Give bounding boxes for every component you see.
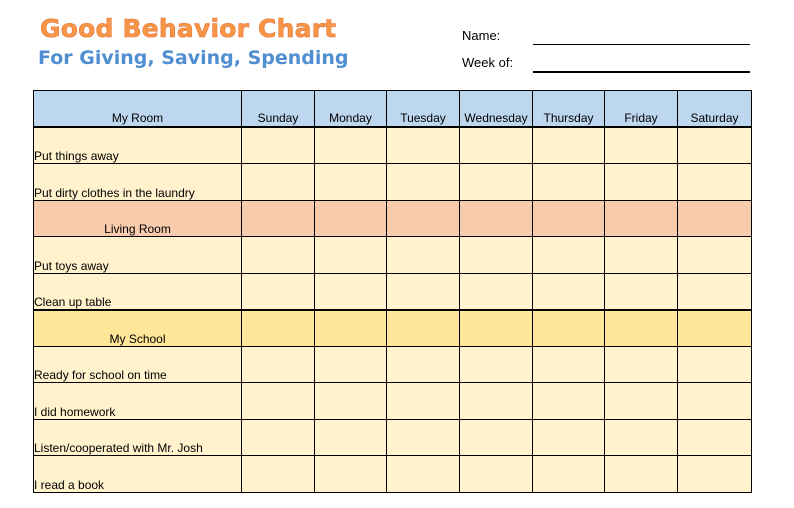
chart-title: Good Behavior Chart bbox=[40, 14, 337, 43]
day-check-cell[interactable] bbox=[315, 237, 387, 274]
day-check-cell[interactable] bbox=[315, 164, 387, 201]
section-day-cell bbox=[460, 310, 533, 347]
section-day-cell bbox=[387, 200, 460, 237]
table-row bbox=[34, 346, 752, 383]
week-of-field[interactable] bbox=[533, 71, 750, 73]
column-header-thursday: Thursday bbox=[533, 91, 605, 128]
day-check-cell[interactable] bbox=[387, 346, 460, 383]
day-check-cell[interactable] bbox=[605, 237, 678, 274]
column-header-sunday: Sunday bbox=[242, 91, 315, 128]
chart-subtitle: For Giving, Saving, Spending bbox=[38, 47, 349, 69]
column-header-tuesday: Tuesday bbox=[387, 91, 460, 128]
day-check-cell[interactable] bbox=[605, 127, 678, 164]
section-day-cell bbox=[678, 310, 752, 347]
day-check-cell[interactable] bbox=[387, 164, 460, 201]
task-label: I did homework bbox=[34, 383, 242, 420]
day-check-cell[interactable] bbox=[678, 273, 752, 310]
section-day-cell bbox=[460, 200, 533, 237]
section-day-cell bbox=[605, 200, 678, 237]
day-check-cell[interactable] bbox=[242, 346, 315, 383]
day-check-cell[interactable] bbox=[242, 164, 315, 201]
day-check-cell[interactable] bbox=[678, 237, 752, 274]
section-row bbox=[34, 200, 752, 237]
section-day-cell bbox=[315, 200, 387, 237]
day-check-cell[interactable] bbox=[387, 237, 460, 274]
day-check-cell[interactable] bbox=[533, 273, 605, 310]
section-day-cell bbox=[605, 310, 678, 347]
day-check-cell[interactable] bbox=[605, 383, 678, 420]
section-label: My School bbox=[34, 310, 242, 347]
day-check-cell[interactable] bbox=[315, 273, 387, 310]
day-check-cell[interactable] bbox=[387, 273, 460, 310]
day-check-cell[interactable] bbox=[242, 237, 315, 274]
day-check-cell[interactable] bbox=[678, 456, 752, 493]
day-check-cell[interactable] bbox=[533, 346, 605, 383]
section-label: Living Room bbox=[34, 200, 242, 237]
task-label: Put toys away bbox=[34, 237, 242, 274]
table-row bbox=[34, 164, 752, 201]
table-row bbox=[34, 127, 752, 164]
task-label: Clean up table bbox=[34, 273, 242, 310]
day-check-cell[interactable] bbox=[242, 273, 315, 310]
table-row bbox=[34, 237, 752, 274]
day-check-cell[interactable] bbox=[605, 164, 678, 201]
table-header-row bbox=[34, 91, 752, 128]
day-check-cell[interactable] bbox=[678, 383, 752, 420]
day-check-cell[interactable] bbox=[460, 456, 533, 493]
table-row bbox=[34, 273, 752, 310]
section-day-cell bbox=[533, 310, 605, 347]
name-field[interactable] bbox=[533, 44, 750, 45]
day-check-cell[interactable] bbox=[533, 237, 605, 274]
day-check-cell[interactable] bbox=[678, 419, 752, 456]
section-day-cell bbox=[242, 310, 315, 347]
day-check-cell[interactable] bbox=[605, 456, 678, 493]
day-check-cell[interactable] bbox=[605, 346, 678, 383]
task-label: Put dirty clothes in the laundry bbox=[34, 164, 242, 201]
column-header-friday: Friday bbox=[605, 91, 678, 128]
table-row bbox=[34, 419, 752, 456]
day-check-cell[interactable] bbox=[387, 127, 460, 164]
task-label: Ready for school on time bbox=[34, 346, 242, 383]
day-check-cell[interactable] bbox=[678, 164, 752, 201]
section-day-cell bbox=[387, 310, 460, 347]
day-check-cell[interactable] bbox=[678, 127, 752, 164]
task-label: I read a book bbox=[34, 456, 242, 493]
day-check-cell[interactable] bbox=[387, 456, 460, 493]
section-day-cell bbox=[242, 200, 315, 237]
day-check-cell[interactable] bbox=[315, 456, 387, 493]
day-check-cell[interactable] bbox=[387, 419, 460, 456]
day-check-cell[interactable] bbox=[460, 127, 533, 164]
day-check-cell[interactable] bbox=[242, 127, 315, 164]
day-check-cell[interactable] bbox=[315, 127, 387, 164]
column-header-my-room: My Room bbox=[34, 91, 242, 128]
section-day-cell bbox=[678, 200, 752, 237]
behavior-table bbox=[33, 90, 752, 493]
day-check-cell[interactable] bbox=[533, 456, 605, 493]
section-day-cell bbox=[315, 310, 387, 347]
day-check-cell[interactable] bbox=[315, 419, 387, 456]
table-row bbox=[34, 383, 752, 420]
section-row bbox=[34, 310, 752, 347]
day-check-cell[interactable] bbox=[242, 383, 315, 420]
column-header-wednesday: Wednesday bbox=[460, 91, 533, 128]
day-check-cell[interactable] bbox=[605, 273, 678, 310]
section-day-cell bbox=[533, 200, 605, 237]
day-check-cell[interactable] bbox=[315, 346, 387, 383]
column-header-saturday: Saturday bbox=[678, 91, 752, 128]
day-check-cell[interactable] bbox=[678, 346, 752, 383]
day-check-cell[interactable] bbox=[460, 273, 533, 310]
day-check-cell[interactable] bbox=[242, 419, 315, 456]
day-check-cell[interactable] bbox=[533, 164, 605, 201]
day-check-cell[interactable] bbox=[533, 383, 605, 420]
day-check-cell[interactable] bbox=[387, 383, 460, 420]
day-check-cell[interactable] bbox=[605, 419, 678, 456]
day-check-cell[interactable] bbox=[315, 383, 387, 420]
day-check-cell[interactable] bbox=[460, 346, 533, 383]
day-check-cell[interactable] bbox=[533, 127, 605, 164]
day-check-cell[interactable] bbox=[460, 164, 533, 201]
table-row bbox=[34, 456, 752, 493]
day-check-cell[interactable] bbox=[460, 383, 533, 420]
column-header-monday: Monday bbox=[315, 91, 387, 128]
week-of-label: Week of: bbox=[462, 55, 514, 70]
table-body bbox=[34, 127, 752, 492]
task-label: Put things away bbox=[34, 127, 242, 164]
day-check-cell[interactable] bbox=[533, 419, 605, 456]
name-label: Name: bbox=[462, 28, 501, 43]
day-check-cell[interactable] bbox=[242, 456, 315, 493]
day-check-cell[interactable] bbox=[460, 237, 533, 274]
task-label: Listen/cooperated with Mr. Josh bbox=[34, 419, 242, 456]
day-check-cell[interactable] bbox=[460, 419, 533, 456]
